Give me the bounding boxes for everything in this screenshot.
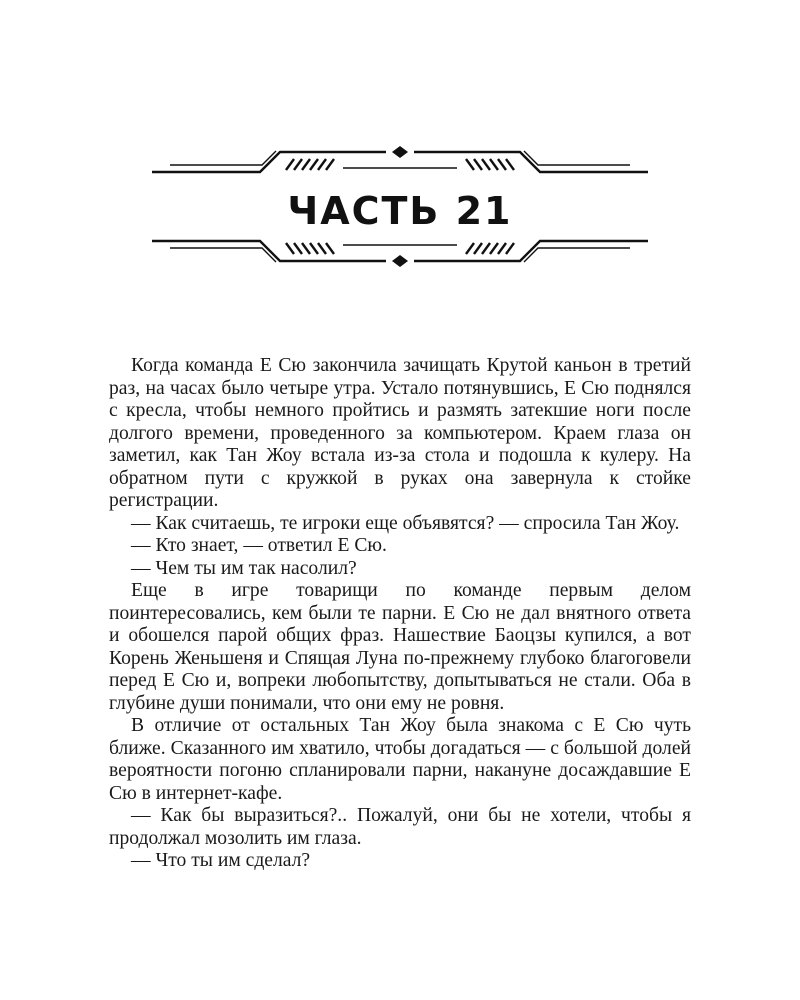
paragraph: — Как бы выразиться?.. Пожалуй, они бы не хотели, чтобы я продолжал мозолить им глаза. xyxy=(109,805,691,849)
paragraph: В отличие от остальных Тан Жоу была знакома с Е Сю чуть ближе. Сказанного им хватило, чтобы догадаться — с большой долей вероятности погоню спланировали парни, накануне досаждавшие Е Сю в интернет-кафе. xyxy=(109,715,691,804)
paragraph: Когда команда Е Сю закончила зачищать Крутой каньон в третий раз, на часах было четыре утра. Устало потянувшись, Е Сю поднялся с кресла, чтобы немного пройтись и размять затекшие ноги после долгого времени, проведенного за компьютером. Краем глаза он заметил, как Тан Жоу встала из-за стола и подошла к кулеру. На обратном пути с кружкой в руках она завернула к стойке регистрации. xyxy=(109,355,691,511)
paragraph: — Чем ты им так насолил? xyxy=(131,557,357,579)
body-text xyxy=(109,355,691,873)
paragraph: — Как считаешь, те игроки еще объявятся? — спросила Тан Жоу. xyxy=(131,512,680,534)
paragraph: Еще в игре товарищи по команде первым делом поинтересовались, кем были те парни. Е Сю не дал внятного ответа и обошелся парой общих фраз. Нашествие Баоцзы купился, а вот Корень Женьшеня и Спящая Луна по-прежнему глубоко благоговели перед Е Сю и, вопреки любопытству, допытываться не стали. Оба в глубине души понимали, что они ему не ровня. xyxy=(109,580,691,714)
paragraph: — Что ты им сделал? xyxy=(131,850,311,871)
chapter-title: ЧАСТЬ 21 xyxy=(287,189,513,233)
paragraph: — Кто знает, — ответил Е Сю. xyxy=(131,535,387,556)
top-ornament xyxy=(152,142,648,178)
bottom-ornament xyxy=(152,235,648,271)
